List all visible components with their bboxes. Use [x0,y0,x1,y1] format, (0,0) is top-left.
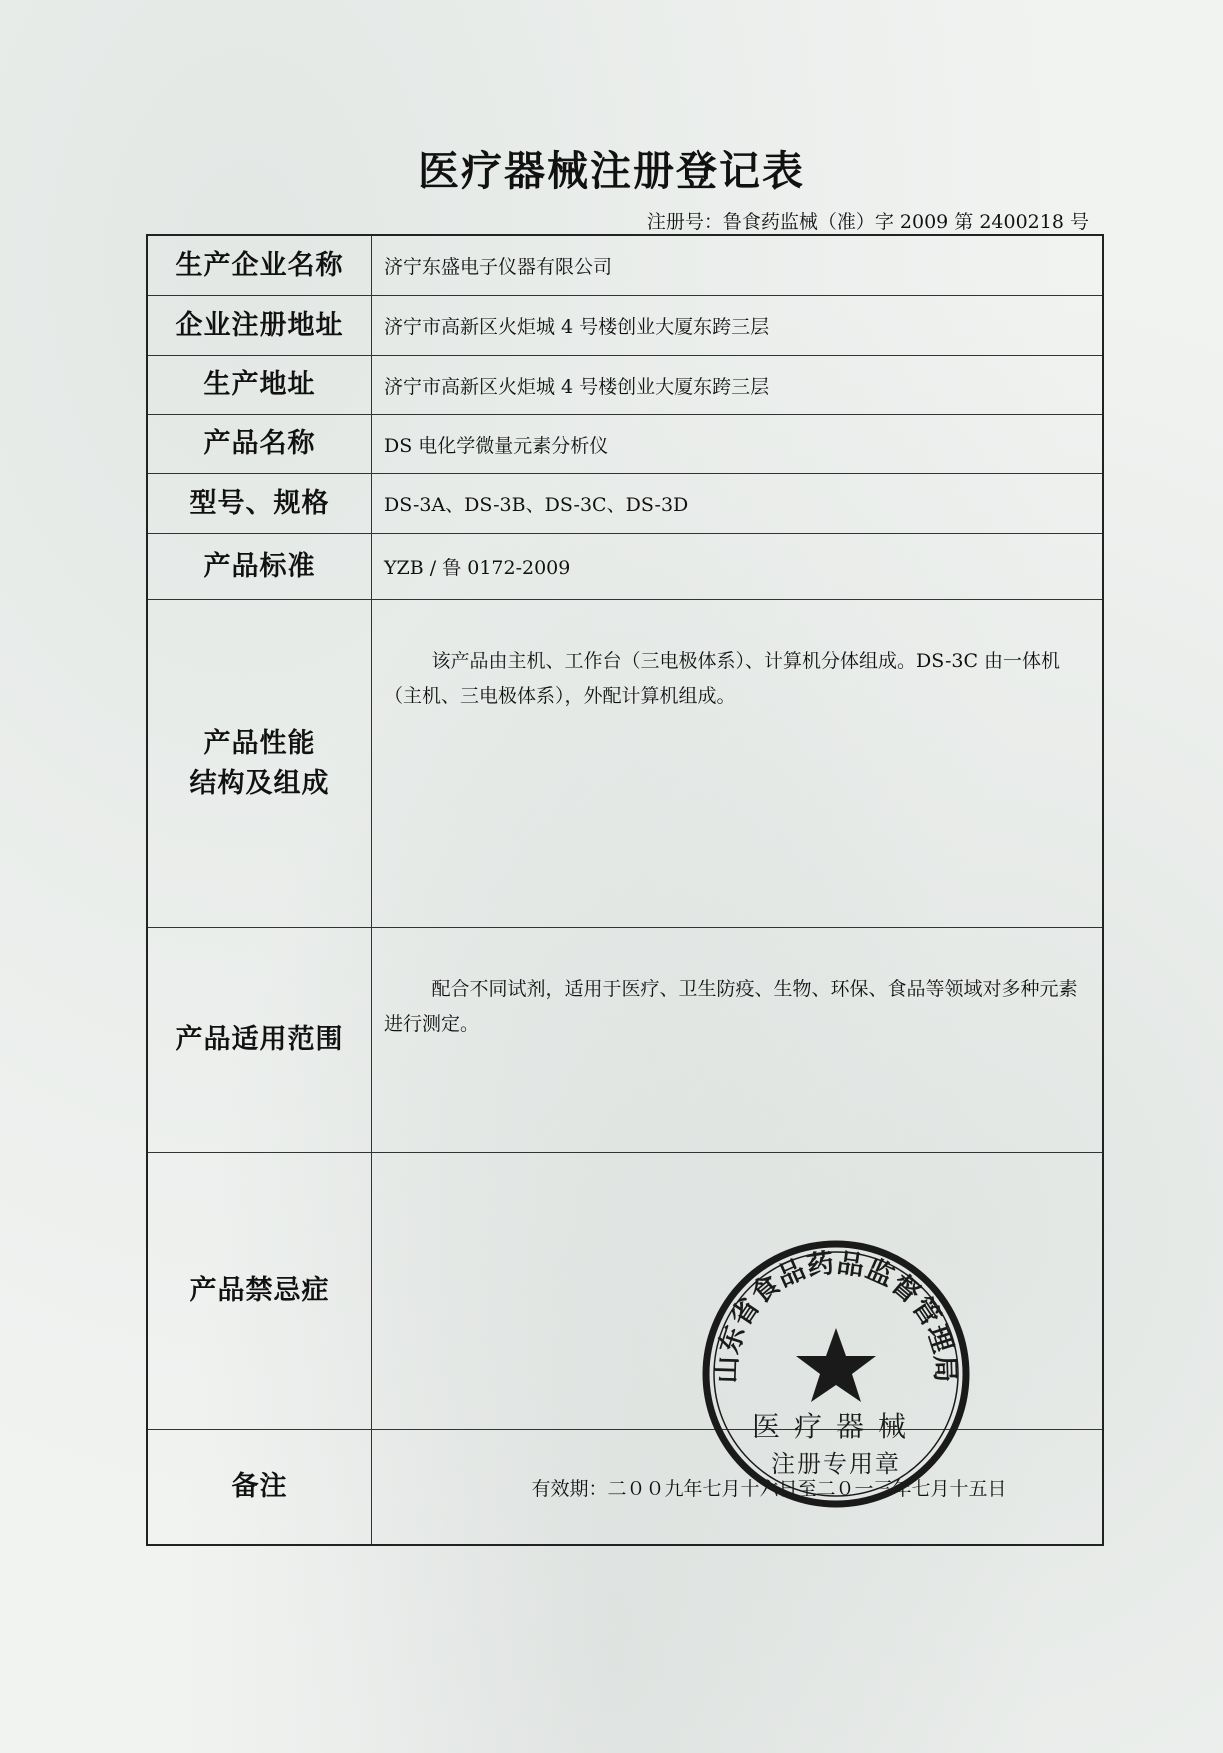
official-seal [700,1238,972,1510]
row-label: 产品性能 结构及组成 [148,600,372,927]
row-value: DS 电化学微量元素分析仪 [384,434,609,457]
table-row [148,600,1102,928]
row-label: 产品标准 [148,534,372,599]
table-row [148,474,1102,534]
table-row [148,534,1102,600]
row-value: 配合不同试剂，适用于医疗、卫生防疫、生物、环保、食品等领域对多种元素进行测定。 [384,978,1078,1035]
document-title: 医疗器械注册登记表 [418,147,805,195]
table-row [148,236,1102,296]
table-row [148,296,1102,356]
row-label: 生产地址 [148,356,372,414]
seal-star-icon [796,1328,876,1402]
table-row [148,415,1102,474]
row-label: 生产企业名称 [148,236,372,295]
seal-center-text: 注册专用章 [771,1450,901,1478]
seal-center-text: 医疗器械 [751,1410,921,1443]
seal-ring-text: 山东省食品药品监督管理局 [711,1247,961,1384]
row-label: 型号、规格 [148,474,372,533]
registration-number: 注册号：鲁食药监械（准）字 2009 第 2400218 号 [646,211,1089,233]
row-label: 产品名称 [148,415,372,473]
row-label: 产品适用范围 [148,928,372,1152]
row-value: 该产品由主机、工作台（三电极体系）、计算机分体组成。DS-3C 由一体机（主机、三电极体系），外配计算机组成。 [384,650,1061,707]
table-row [148,928,1102,1153]
row-label: 备注 [148,1430,372,1544]
row-value: 济宁市高新区火炬城 4 号楼创业大厦东跨三层 [384,316,770,338]
row-value: DS-3A、DS-3B、DS-3C、DS-3D [384,494,689,516]
row-label: 产品禁忌症 [148,1153,372,1429]
table-row [148,356,1102,415]
row-label: 企业注册地址 [148,296,372,355]
row-value: 济宁市高新区火炬城 4 号楼创业大厦东跨三层 [384,375,770,398]
row-value: 济宁东盛电子仪器有限公司 [384,256,613,278]
validity-period: 有效期：二００九年七月十六日至二０一三年七月十五日 [531,1477,1007,1500]
row-value: YZB / 鲁 0172-2009 [384,557,571,579]
